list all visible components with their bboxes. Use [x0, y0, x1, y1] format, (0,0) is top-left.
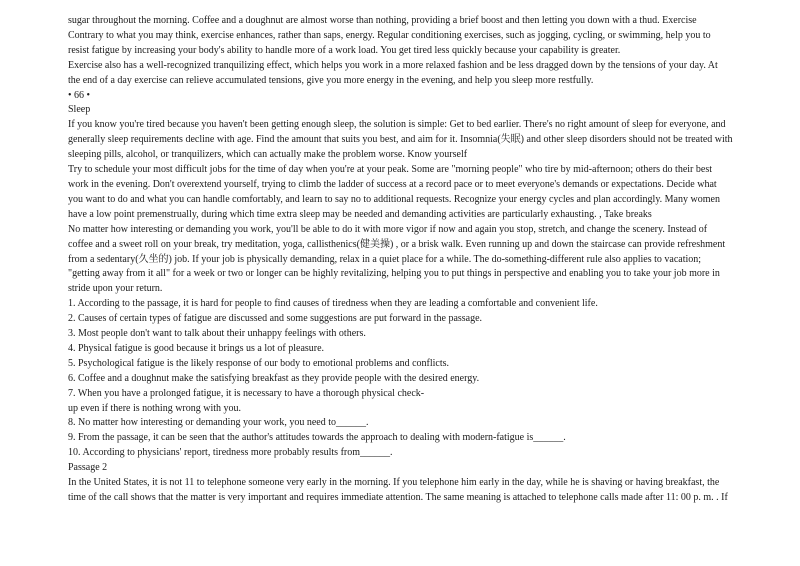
text-line: sugar throughout the morning. Coffee and a doughnut are almost worse than nothing, providing a brief boost and then letting you down with a thud. Exercise — [68, 15, 697, 26]
text-line: If you know you're tired because you haven't been getting enough sleep, the solution is simple: Get to bed earlier. There's no right amount of sleep for everyone, and — [68, 119, 726, 131]
question-item: 2. Causes of certain types of fatigue are discussed and some suggestions are put forward in the passage. — [68, 313, 483, 325]
passage-2 — [68, 461, 734, 506]
passage-2-heading: Passage 2 — [68, 462, 108, 474]
question-item: 7. When you have a prolonged fatigue, it is necessary to have a thorough physical check- — [68, 387, 425, 399]
text-line: generally sleep requirements decline with age. Find the amount that suits you best, and aim for it. Insomnia(失眠) and other sleep disorders should not be treated with — [68, 134, 733, 146]
question-item: 6. Coffee and a doughnut make the satisfying breakfast as they provide people with the desired energy. — [68, 372, 480, 384]
text-line: sleeping pills, alcohol, or tranquilizers, which can actually make the problem worse. Know yourself — [68, 149, 468, 161]
question-item: 9. From the passage, it can be seen that the author's attitudes towards the approach to dealing with modern-fatigue is______. — [68, 432, 566, 444]
passage-1-body — [68, 14, 734, 297]
text-line: work in the evening. Don't overextend yourself, trying to climb the ladder of success at a record pace or to meet everyone's demands or expectations. Decide what — [68, 178, 717, 190]
question-item: 5. Psychological fatigue is the likely response of our body to emotional problems and conflicts. — [68, 357, 450, 369]
section-heading-sleep: Sleep — [68, 104, 91, 116]
question-item: 1. According to the passage, it is hard for people to find causes of tiredness when they are leading a comfortable and convenient life. — [68, 298, 598, 310]
text-line: No matter how interesting or demanding you work, you'll be able to do it with more vigor if now and again you stop, stretch, and change the scenery. Instead of — [68, 223, 708, 235]
text-line: "getting away from it all" for a week or two or longer can be highly revitalizing, helping you to put things in perspective and enabling you to take your job more in — [68, 268, 720, 280]
question-item: 3. Most people don't want to talk about their unhappy feelings with others. — [68, 328, 366, 340]
question-item: 4. Physical fatigue is good because it brings us a lot of pleasure. — [68, 342, 325, 354]
question-item: 8. No matter how interesting or demanding your work, you need to______. — [68, 417, 369, 429]
text-line: time of the call shows that the matter is very important and requires immediate attention. The same meaning is attached to telephone calls made after 11: 00 p. m. . If — [68, 492, 728, 503]
text-line: In the United States, it is not 11 to telephone someone very early in the morning. If you telephone him early in the day, while he is shaving or having breakfast, the — [68, 477, 720, 489]
text-line: coffee and a sweet roll on your break, try meditation, yoga, callisthenics(健美操) , or a brisk walk. Even running up and down the staircase can provide refreshment — [68, 238, 726, 250]
text-line: Exercise also has a well-recognized tranquilizing effect, which helps you work in a more relaxed fashion and be less dragged down by the tensions of your day. At — [68, 59, 718, 71]
text-line: Contrary to what you may think, exercise enhances, rather than saps, energy. Regular conditioning exercises, such as jogging, cycling, or swimming, help you to — [68, 29, 711, 41]
text-line: from a sedentary(久坐的) job. If your job is physically demanding, relax in a quiet place for a while. The do-something-different rule also applies to vacation; — [68, 253, 702, 265]
page-number: • 66 • — [68, 89, 91, 101]
text-line: you want to do and what you can handle comfortably, and learn to say no to additional requests. Recognize your energy cycles and plan accordingly. Many women — [68, 193, 720, 205]
text-line: stride upon your return. — [68, 283, 163, 295]
text-line: the end of a day exercise can relieve accumulated tensions, give you more energy in the evening, and help you sleep more restfully. — [68, 74, 594, 86]
question-item-continuation: up even if there is nothing wrong with you. — [68, 402, 242, 414]
question-item: 10. According to physicians' report, tiredness more probably results from______. — [68, 447, 393, 459]
text-line: resist fatigue by increasing your body's ability to handle more of a work load. You get tired less quickly because your capability is greater. — [68, 44, 621, 56]
text-line: Try to schedule your most difficult jobs for the time of day when you're at your peak. Some are "morning people" who tire by mid-afternoon; others do their best — [68, 164, 712, 176]
text-line: have a low point premenstrually, during which time extra sleep may be needed and demanding activities are particularly exhausting. , Take breaks — [68, 208, 652, 220]
question-list — [68, 297, 734, 461]
